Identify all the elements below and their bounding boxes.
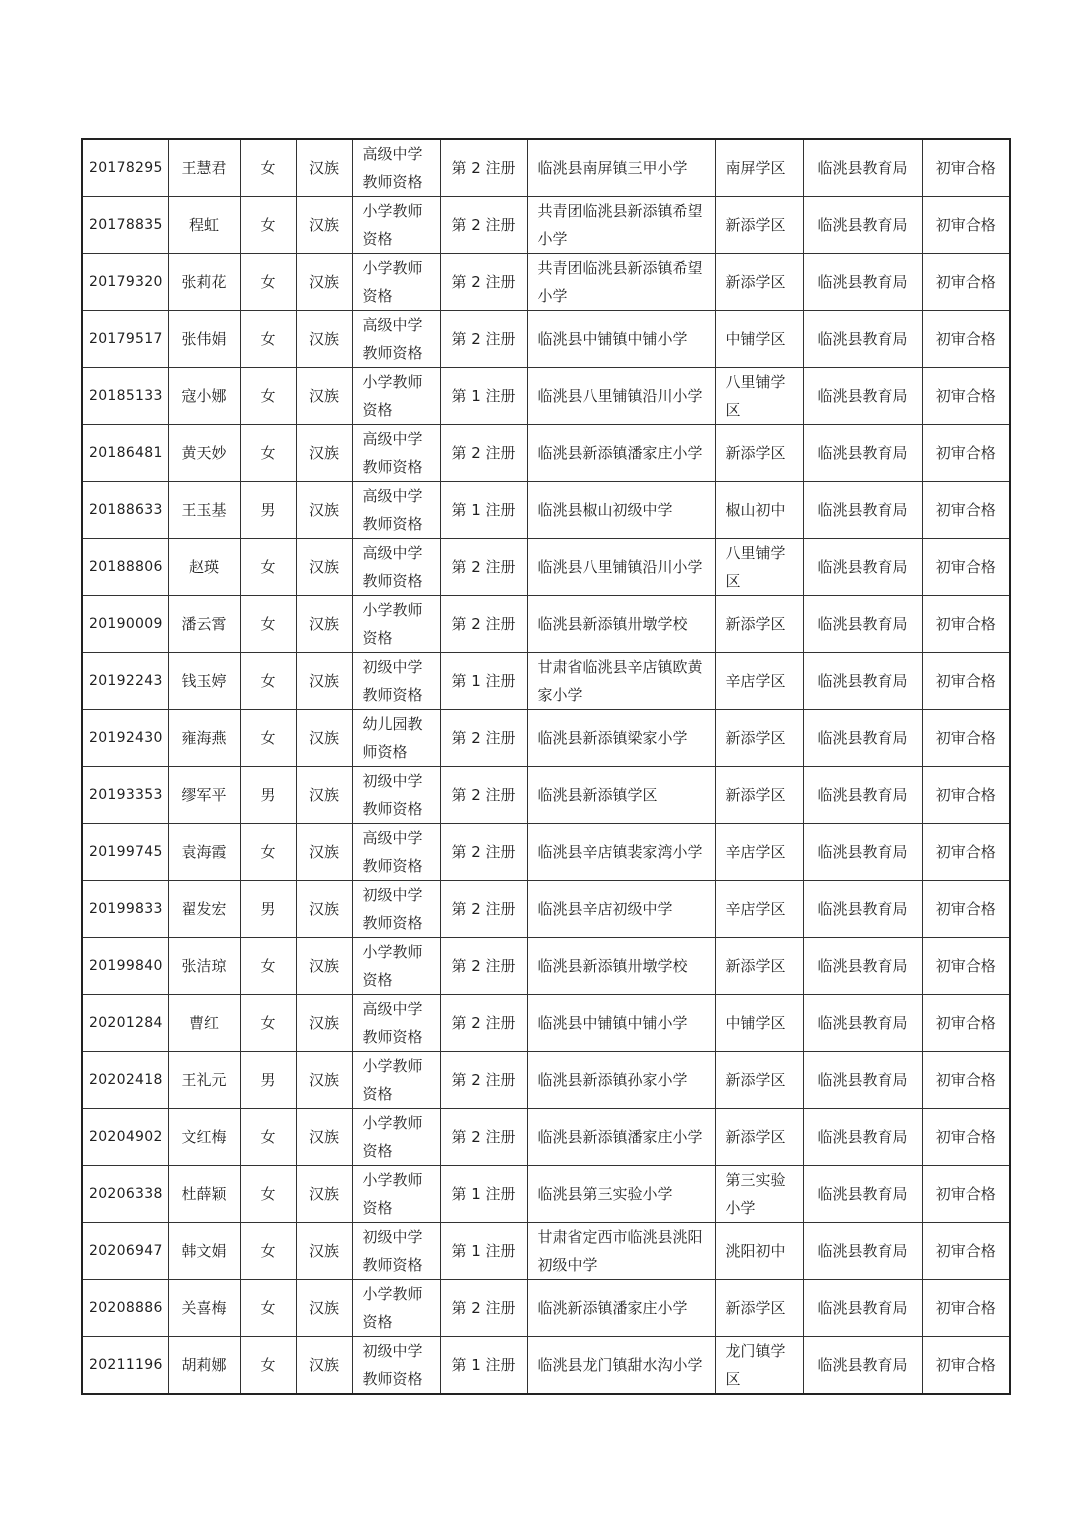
id-cell: 20188806 <box>82 539 168 596</box>
gender-cell: 女 <box>240 1280 296 1337</box>
authority-cell: 临洮县教育局 <box>803 482 922 539</box>
registration-cell: 第 2 注册 <box>440 824 527 881</box>
qualification-cell: 初级中学教师资格 <box>352 1337 440 1395</box>
gender-cell: 女 <box>240 1166 296 1223</box>
registration-cell: 第 1 注册 <box>440 368 527 425</box>
authority-cell: 临洮县教育局 <box>803 1052 922 1109</box>
registration-cell: 第 2 注册 <box>440 139 527 197</box>
school-cell: 共青团临洮县新添镇希望小学 <box>527 254 715 311</box>
result-cell: 初审合格 <box>922 938 1010 995</box>
table-row <box>82 1337 1010 1395</box>
ethnicity-cell: 汉族 <box>296 482 352 539</box>
ethnicity-cell: 汉族 <box>296 1337 352 1395</box>
table-row <box>82 767 1010 824</box>
authority-cell: 临洮县教育局 <box>803 938 922 995</box>
registration-cell: 第 2 注册 <box>440 1052 527 1109</box>
authority-cell: 临洮县教育局 <box>803 710 922 767</box>
gender-cell: 女 <box>240 539 296 596</box>
table-row <box>82 254 1010 311</box>
id-cell: 20188633 <box>82 482 168 539</box>
id-cell: 20201284 <box>82 995 168 1052</box>
ethnicity-cell: 汉族 <box>296 653 352 710</box>
school-cell: 临洮县八里铺镇沿川小学 <box>527 539 715 596</box>
district-cell: 辛店学区 <box>715 824 803 881</box>
authority-cell: 临洮县教育局 <box>803 596 922 653</box>
district-cell: 新添学区 <box>715 425 803 482</box>
qualification-cell: 小学教师资格 <box>352 1280 440 1337</box>
name-cell: 翟发宏 <box>168 881 240 938</box>
district-cell: 新添学区 <box>715 938 803 995</box>
gender-cell: 女 <box>240 1223 296 1280</box>
registration-cell: 第 1 注册 <box>440 1337 527 1395</box>
table-row <box>82 139 1010 197</box>
teacher-registration-table <box>81 138 1011 1395</box>
result-cell: 初审合格 <box>922 653 1010 710</box>
ethnicity-cell: 汉族 <box>296 938 352 995</box>
result-cell: 初审合格 <box>922 368 1010 425</box>
district-cell: 中铺学区 <box>715 311 803 368</box>
name-cell: 寇小娜 <box>168 368 240 425</box>
school-cell: 临洮新添镇潘家庄小学 <box>527 1280 715 1337</box>
id-cell: 20199840 <box>82 938 168 995</box>
district-cell: 新添学区 <box>715 1109 803 1166</box>
qualification-cell: 高级中学教师资格 <box>352 482 440 539</box>
authority-cell: 临洮县教育局 <box>803 539 922 596</box>
name-cell: 关喜梅 <box>168 1280 240 1337</box>
table-row <box>82 425 1010 482</box>
authority-cell: 临洮县教育局 <box>803 1337 922 1395</box>
table-row <box>82 368 1010 425</box>
district-cell: 八里铺学区 <box>715 368 803 425</box>
authority-cell: 临洮县教育局 <box>803 1166 922 1223</box>
gender-cell: 女 <box>240 710 296 767</box>
school-cell: 临洮县新添镇卅墩学校 <box>527 596 715 653</box>
gender-cell: 女 <box>240 653 296 710</box>
gender-cell: 女 <box>240 425 296 482</box>
id-cell: 20206947 <box>82 1223 168 1280</box>
result-cell: 初审合格 <box>922 254 1010 311</box>
name-cell: 程虹 <box>168 197 240 254</box>
registration-cell: 第 2 注册 <box>440 596 527 653</box>
result-cell: 初审合格 <box>922 1109 1010 1166</box>
gender-cell: 女 <box>240 197 296 254</box>
registration-cell: 第 2 注册 <box>440 539 527 596</box>
name-cell: 雍海燕 <box>168 710 240 767</box>
gender-cell: 女 <box>240 368 296 425</box>
gender-cell: 男 <box>240 881 296 938</box>
qualification-cell: 高级中学教师资格 <box>352 425 440 482</box>
registration-cell: 第 2 注册 <box>440 1109 527 1166</box>
authority-cell: 临洮县教育局 <box>803 1223 922 1280</box>
school-cell: 临洮县第三实验小学 <box>527 1166 715 1223</box>
name-cell: 黄天妙 <box>168 425 240 482</box>
table-row <box>82 1280 1010 1337</box>
school-cell: 临洮县新添镇潘家庄小学 <box>527 1109 715 1166</box>
qualification-cell: 初级中学教师资格 <box>352 767 440 824</box>
gender-cell: 女 <box>240 1337 296 1395</box>
authority-cell: 临洮县教育局 <box>803 139 922 197</box>
result-cell: 初审合格 <box>922 1166 1010 1223</box>
ethnicity-cell: 汉族 <box>296 539 352 596</box>
result-cell: 初审合格 <box>922 539 1010 596</box>
authority-cell: 临洮县教育局 <box>803 1280 922 1337</box>
qualification-cell: 初级中学教师资格 <box>352 653 440 710</box>
table-row <box>82 995 1010 1052</box>
table-row <box>82 653 1010 710</box>
district-cell: 新添学区 <box>715 596 803 653</box>
district-cell: 辛店学区 <box>715 881 803 938</box>
name-cell: 张莉花 <box>168 254 240 311</box>
district-cell: 新添学区 <box>715 710 803 767</box>
registration-cell: 第 2 注册 <box>440 995 527 1052</box>
table-row <box>82 197 1010 254</box>
qualification-cell: 高级中学教师资格 <box>352 539 440 596</box>
registration-cell: 第 1 注册 <box>440 1166 527 1223</box>
id-cell: 20208886 <box>82 1280 168 1337</box>
result-cell: 初审合格 <box>922 482 1010 539</box>
gender-cell: 女 <box>240 139 296 197</box>
authority-cell: 临洮县教育局 <box>803 311 922 368</box>
name-cell: 张洁琼 <box>168 938 240 995</box>
result-cell: 初审合格 <box>922 995 1010 1052</box>
result-cell: 初审合格 <box>922 710 1010 767</box>
id-cell: 20202418 <box>82 1052 168 1109</box>
registration-cell: 第 2 注册 <box>440 710 527 767</box>
school-cell: 共青团临洮县新添镇希望小学 <box>527 197 715 254</box>
ethnicity-cell: 汉族 <box>296 596 352 653</box>
name-cell: 王慧君 <box>168 139 240 197</box>
district-cell: 八里铺学区 <box>715 539 803 596</box>
gender-cell: 男 <box>240 1052 296 1109</box>
qualification-cell: 高级中学教师资格 <box>352 995 440 1052</box>
id-cell: 20179517 <box>82 311 168 368</box>
name-cell: 曹红 <box>168 995 240 1052</box>
ethnicity-cell: 汉族 <box>296 197 352 254</box>
gender-cell: 男 <box>240 767 296 824</box>
school-cell: 临洮县新添镇潘家庄小学 <box>527 425 715 482</box>
gender-cell: 女 <box>240 1109 296 1166</box>
authority-cell: 临洮县教育局 <box>803 995 922 1052</box>
table-row <box>82 881 1010 938</box>
table-row <box>82 1109 1010 1166</box>
table-row <box>82 710 1010 767</box>
district-cell: 第三实验小学 <box>715 1166 803 1223</box>
ethnicity-cell: 汉族 <box>296 1052 352 1109</box>
authority-cell: 临洮县教育局 <box>803 368 922 425</box>
table-row <box>82 824 1010 881</box>
school-cell: 临洮县椒山初级中学 <box>527 482 715 539</box>
school-cell: 临洮县龙门镇甜水沟小学 <box>527 1337 715 1395</box>
id-cell: 20199745 <box>82 824 168 881</box>
table-row <box>82 596 1010 653</box>
registration-cell: 第 2 注册 <box>440 881 527 938</box>
authority-cell: 临洮县教育局 <box>803 824 922 881</box>
result-cell: 初审合格 <box>922 1223 1010 1280</box>
table-row <box>82 1223 1010 1280</box>
ethnicity-cell: 汉族 <box>296 311 352 368</box>
qualification-cell: 高级中学教师资格 <box>352 311 440 368</box>
school-cell: 临洮县新添镇孙家小学 <box>527 1052 715 1109</box>
qualification-cell: 小学教师资格 <box>352 596 440 653</box>
ethnicity-cell: 汉族 <box>296 1280 352 1337</box>
qualification-cell: 幼儿园教师资格 <box>352 710 440 767</box>
gender-cell: 女 <box>240 596 296 653</box>
school-cell: 临洮县新添镇卅墩学校 <box>527 938 715 995</box>
qualification-cell: 小学教师资格 <box>352 938 440 995</box>
gender-cell: 女 <box>240 824 296 881</box>
name-cell: 文红梅 <box>168 1109 240 1166</box>
registration-cell: 第 2 注册 <box>440 254 527 311</box>
ethnicity-cell: 汉族 <box>296 1223 352 1280</box>
table-body <box>82 139 1010 1394</box>
id-cell: 20192243 <box>82 653 168 710</box>
ethnicity-cell: 汉族 <box>296 1109 352 1166</box>
gender-cell: 女 <box>240 995 296 1052</box>
authority-cell: 临洮县教育局 <box>803 425 922 482</box>
id-cell: 20179320 <box>82 254 168 311</box>
result-cell: 初审合格 <box>922 139 1010 197</box>
district-cell: 新添学区 <box>715 254 803 311</box>
name-cell: 潘云霄 <box>168 596 240 653</box>
registration-cell: 第 1 注册 <box>440 482 527 539</box>
table-row <box>82 482 1010 539</box>
school-cell: 临洮县新添镇梁家小学 <box>527 710 715 767</box>
gender-cell: 男 <box>240 482 296 539</box>
district-cell: 龙门镇学区 <box>715 1337 803 1395</box>
registration-cell: 第 1 注册 <box>440 1223 527 1280</box>
qualification-cell: 初级中学教师资格 <box>352 881 440 938</box>
id-cell: 20186481 <box>82 425 168 482</box>
ethnicity-cell: 汉族 <box>296 767 352 824</box>
authority-cell: 临洮县教育局 <box>803 653 922 710</box>
result-cell: 初审合格 <box>922 881 1010 938</box>
school-cell: 临洮县八里铺镇沿川小学 <box>527 368 715 425</box>
ethnicity-cell: 汉族 <box>296 254 352 311</box>
name-cell: 韩文娟 <box>168 1223 240 1280</box>
name-cell: 杜薛颖 <box>168 1166 240 1223</box>
ethnicity-cell: 汉族 <box>296 710 352 767</box>
district-cell: 洮阳初中 <box>715 1223 803 1280</box>
qualification-cell: 小学教师资格 <box>352 254 440 311</box>
qualification-cell: 小学教师资格 <box>352 1109 440 1166</box>
name-cell: 袁海霞 <box>168 824 240 881</box>
district-cell: 新添学区 <box>715 1052 803 1109</box>
table-row <box>82 1166 1010 1223</box>
registration-cell: 第 1 注册 <box>440 653 527 710</box>
result-cell: 初审合格 <box>922 1052 1010 1109</box>
district-cell: 新添学区 <box>715 767 803 824</box>
name-cell: 赵瑛 <box>168 539 240 596</box>
school-cell: 甘肃省临洮县辛店镇欧黄家小学 <box>527 653 715 710</box>
district-cell: 新添学区 <box>715 197 803 254</box>
result-cell: 初审合格 <box>922 1337 1010 1395</box>
school-cell: 临洮县中铺镇中铺小学 <box>527 995 715 1052</box>
result-cell: 初审合格 <box>922 596 1010 653</box>
id-cell: 20211196 <box>82 1337 168 1395</box>
name-cell: 钱玉婷 <box>168 653 240 710</box>
result-cell: 初审合格 <box>922 425 1010 482</box>
gender-cell: 女 <box>240 938 296 995</box>
result-cell: 初审合格 <box>922 824 1010 881</box>
ethnicity-cell: 汉族 <box>296 368 352 425</box>
id-cell: 20178295 <box>82 139 168 197</box>
table-row <box>82 1052 1010 1109</box>
name-cell: 缪军平 <box>168 767 240 824</box>
table-row <box>82 938 1010 995</box>
qualification-cell: 小学教师资格 <box>352 1166 440 1223</box>
school-cell: 临洮县辛店镇裴家湾小学 <box>527 824 715 881</box>
id-cell: 20192430 <box>82 710 168 767</box>
id-cell: 20190009 <box>82 596 168 653</box>
table-row <box>82 539 1010 596</box>
result-cell: 初审合格 <box>922 311 1010 368</box>
result-cell: 初审合格 <box>922 1280 1010 1337</box>
ethnicity-cell: 汉族 <box>296 139 352 197</box>
school-cell: 临洮县新添镇学区 <box>527 767 715 824</box>
ethnicity-cell: 汉族 <box>296 1166 352 1223</box>
name-cell: 胡莉娜 <box>168 1337 240 1395</box>
authority-cell: 临洮县教育局 <box>803 1109 922 1166</box>
id-cell: 20204902 <box>82 1109 168 1166</box>
id-cell: 20185133 <box>82 368 168 425</box>
district-cell: 新添学区 <box>715 1280 803 1337</box>
district-cell: 中铺学区 <box>715 995 803 1052</box>
qualification-cell: 小学教师资格 <box>352 1052 440 1109</box>
registration-cell: 第 2 注册 <box>440 1280 527 1337</box>
gender-cell: 女 <box>240 311 296 368</box>
ethnicity-cell: 汉族 <box>296 425 352 482</box>
school-cell: 甘肃省定西市临洮县洮阳初级中学 <box>527 1223 715 1280</box>
qualification-cell: 初级中学教师资格 <box>352 1223 440 1280</box>
authority-cell: 临洮县教育局 <box>803 881 922 938</box>
district-cell: 辛店学区 <box>715 653 803 710</box>
school-cell: 临洮县中铺镇中铺小学 <box>527 311 715 368</box>
registration-cell: 第 2 注册 <box>440 425 527 482</box>
registration-cell: 第 2 注册 <box>440 767 527 824</box>
school-cell: 临洮县辛店初级中学 <box>527 881 715 938</box>
school-cell: 临洮县南屏镇三甲小学 <box>527 139 715 197</box>
ethnicity-cell: 汉族 <box>296 824 352 881</box>
registration-cell: 第 2 注册 <box>440 197 527 254</box>
name-cell: 王礼元 <box>168 1052 240 1109</box>
qualification-cell: 小学教师资格 <box>352 368 440 425</box>
authority-cell: 临洮县教育局 <box>803 254 922 311</box>
table-row <box>82 311 1010 368</box>
name-cell: 王玉基 <box>168 482 240 539</box>
result-cell: 初审合格 <box>922 767 1010 824</box>
district-cell: 椒山初中 <box>715 482 803 539</box>
authority-cell: 临洮县教育局 <box>803 767 922 824</box>
registration-cell: 第 2 注册 <box>440 311 527 368</box>
qualification-cell: 高级中学教师资格 <box>352 824 440 881</box>
id-cell: 20199833 <box>82 881 168 938</box>
id-cell: 20193353 <box>82 767 168 824</box>
result-cell: 初审合格 <box>922 197 1010 254</box>
ethnicity-cell: 汉族 <box>296 995 352 1052</box>
registration-cell: 第 2 注册 <box>440 938 527 995</box>
authority-cell: 临洮县教育局 <box>803 197 922 254</box>
ethnicity-cell: 汉族 <box>296 881 352 938</box>
qualification-cell: 小学教师资格 <box>352 197 440 254</box>
district-cell: 南屏学区 <box>715 139 803 197</box>
gender-cell: 女 <box>240 254 296 311</box>
id-cell: 20178835 <box>82 197 168 254</box>
id-cell: 20206338 <box>82 1166 168 1223</box>
qualification-cell: 高级中学教师资格 <box>352 139 440 197</box>
name-cell: 张伟娟 <box>168 311 240 368</box>
